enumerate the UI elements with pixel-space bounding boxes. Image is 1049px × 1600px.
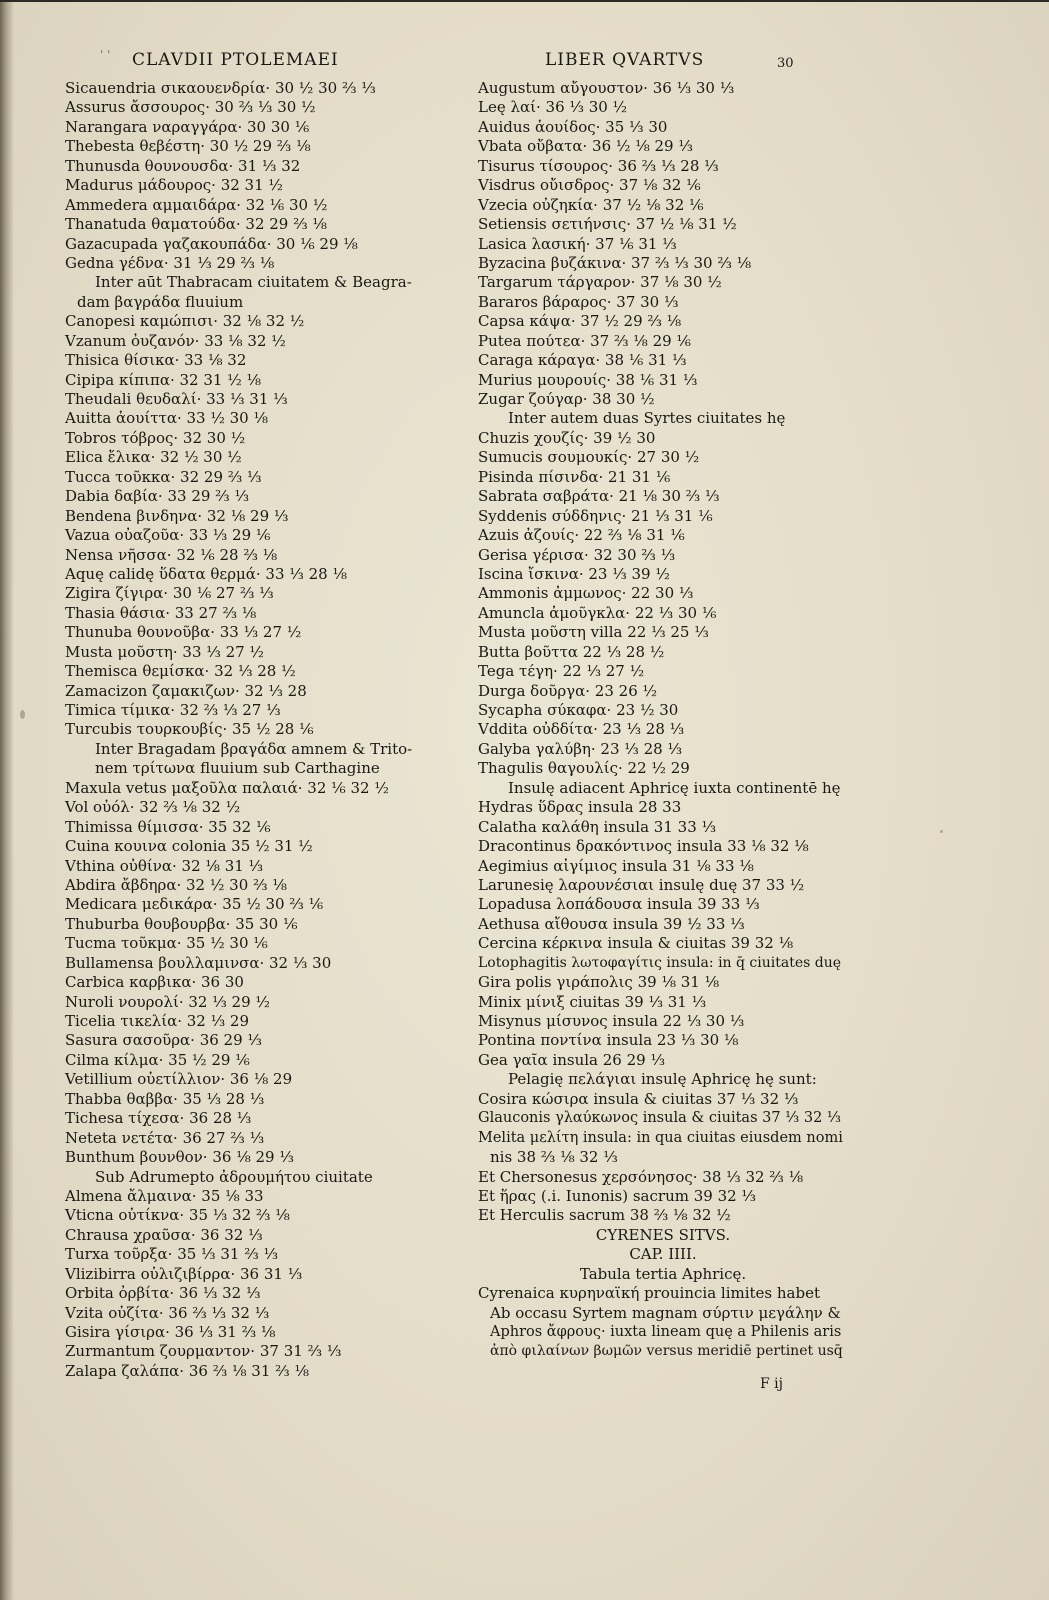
running-header: [0, 50, 1049, 76]
text-line: Thisica θίσικα· 33 ⅛ 32: [65, 351, 247, 370]
text-line: Amuncla ἀμοῦγκλα· 22 ⅓ 30 ⅙: [478, 603, 717, 622]
text-line: Leę λαί· 36 ⅓ 30 ½: [478, 98, 628, 117]
text-line: Lopadusa λοπάδουσα insula 39 33 ⅓: [478, 895, 760, 914]
text-line: Gedna γέδνα· 31 ⅓ 29 ⅔ ⅛: [65, 253, 275, 272]
text-line: Medicara μεδικάρα· 35 ½ 30 ⅔ ⅙: [65, 895, 324, 914]
text-line: Vol οὐόλ· 32 ⅔ ⅛ 32 ½: [65, 798, 241, 817]
text-line: Bararos βάραρος· 37 30 ⅓: [478, 292, 679, 311]
text-line: Aegimius αἰγίμιος insula 31 ⅛ 33 ⅛: [478, 856, 754, 875]
text-line: nis 38 ⅔ ⅛ 32 ⅓: [490, 1148, 618, 1167]
text-line: Insulę adiacent Aphricę iuxta continentē hę: [508, 778, 841, 797]
text-line: Aethusa αἴθουσα insula 39 ½ 33 ⅓: [478, 914, 745, 933]
text-line: Nuroli νουρολί· 32 ⅓ 29 ½: [65, 992, 270, 1011]
text-line: Vlizibirra οὐλιζιβίρρα· 36 31 ⅓: [65, 1264, 303, 1283]
text-line: Cercina κέρκινα insula & ciuitas 39 32 ⅛: [478, 934, 794, 953]
text-line: Azuis ἀζουίς· 22 ⅔ ⅛ 31 ⅙: [478, 526, 685, 545]
text-line: Gea γαῖα insula 26 29 ⅓: [478, 1050, 666, 1069]
text-line: Turxa τοῦρξα· 35 ⅓ 31 ⅔ ⅓: [65, 1245, 279, 1264]
text-line: Orbita ὀρβίτα· 36 ⅓ 32 ⅓: [65, 1284, 261, 1303]
text-line: Syddenis σύδδηνις· 21 ⅓ 31 ⅙: [478, 506, 713, 525]
text-line: Themisca θεμίσκα· 32 ⅓ 28 ½: [65, 662, 296, 681]
signature-mark: F ij: [760, 1376, 783, 1392]
text-line: Gazacupada γαζακουπάδα· 30 ⅙ 29 ⅛: [65, 234, 358, 253]
text-line: Ammonis ἀμμωνος· 22 30 ⅓: [478, 584, 694, 603]
text-line: Maxula vetus μαξοῦλα παλαιά· 32 ⅙ 32 ½: [65, 778, 389, 797]
text-line: Zamacizon ζαμακιζων· 32 ⅓ 28: [65, 681, 307, 700]
text-line: Sumucis σουμουκίς· 27 30 ½: [478, 448, 700, 467]
text-line: Ab occasu Syrtem magnam σύρτιν μεγάλην &: [490, 1303, 841, 1322]
text-line: Vazua οὐαζοῦα· 33 ⅓ 29 ⅙: [65, 526, 271, 545]
text-line: Musta μοῦστη· 33 ⅓ 27 ½: [65, 642, 264, 661]
text-line: Cosira κώσιρα insula & ciuitas 37 ⅓ 32 ⅓: [478, 1089, 799, 1108]
text-line: Sub Adrumepto ἀδρουμήτου ciuitate: [95, 1167, 373, 1186]
text-line: Zalapa ζαλάπα· 36 ⅔ ⅛ 31 ⅔ ⅛: [65, 1361, 310, 1380]
text-line: Tega τέγη· 22 ⅓ 27 ½: [478, 662, 645, 681]
text-line: Inter autem duas Syrtes ciuitates hę: [508, 409, 786, 428]
text-line: Minix μίνιξ ciuitas 39 ⅓ 31 ⅓: [478, 992, 707, 1011]
text-line: Tucca τοῦκκα· 32 29 ⅔ ⅓: [65, 467, 262, 486]
text-line: Gerisa γέρισα· 32 30 ⅔ ⅓: [478, 545, 676, 564]
text-line: Vzita οὐζίτα· 36 ⅔ ⅓ 32 ⅓: [65, 1303, 270, 1322]
text-line: Neteta νετέτα· 36 27 ⅔ ⅓: [65, 1128, 265, 1147]
left-column: [65, 79, 450, 1381]
text-line: Ticelia τικελία· 32 ⅓ 29: [65, 1012, 250, 1030]
text-line: Zugar ζούγαρ· 38 30 ½: [478, 390, 655, 408]
text-line: Zurmantum ζουρμαντον· 37 31 ⅔ ⅓: [65, 1342, 342, 1361]
text-line: Pelagię πελάγιαι insulę Aphricę hę sunt:: [508, 1070, 817, 1089]
text-line: Et Herculis sacrum 38 ⅔ ⅛ 32 ½: [478, 1206, 731, 1225]
text-line: Nensa νῆσσα· 32 ⅙ 28 ⅔ ⅛: [65, 545, 278, 564]
text-line: Augustum αὔγουστον· 36 ⅓ 30 ⅓: [478, 79, 735, 97]
text-line: Lotophagitis λωτοφαγίτις insula: in q̄ ciuitates duę: [478, 954, 842, 971]
text-line: Dracontinus δρακόντινος insula 33 ⅛ 32 ⅛: [478, 837, 809, 856]
text-line: Thebesta θεβέστη· 30 ½ 29 ⅔ ⅛: [65, 137, 311, 156]
text-line: Iscina ἴσκινα· 23 ⅓ 39 ½: [478, 564, 670, 583]
text-line: Thabba θαββα· 35 ⅓ 28 ⅓: [65, 1089, 265, 1108]
text-line: Thanatuda θαματούδα· 32 29 ⅔ ⅛: [65, 215, 327, 234]
text-line: nem τρίτωνα fluuium sub Carthagine: [95, 759, 380, 778]
text-line: Putea πούτεα· 37 ⅔ ⅛ 29 ⅙: [478, 331, 691, 350]
text-line: Pontina ποντίνα insula 23 ⅓ 30 ⅛: [478, 1031, 739, 1050]
text-line: Canopesi καμώπισι· 32 ⅛ 32 ½: [65, 312, 305, 331]
text-line: Capsa κάψα· 37 ½ 29 ⅔ ⅛: [478, 312, 682, 331]
text-line: Thagulis θαγουλίς· 22 ½ 29: [478, 759, 690, 778]
text-line: Bunthum βουνθον· 36 ⅛ 29 ⅓: [65, 1148, 294, 1167]
text-line: Sabrata σαβράτα· 21 ⅛ 30 ⅔ ⅓: [478, 487, 720, 506]
text-line: Theudali θευδαλί· 33 ⅓ 31 ⅓: [65, 390, 288, 408]
text-line: Thimissa θίμισσα· 35 32 ⅙: [65, 817, 271, 836]
text-line: Larunesię λαρουνέσιαι insulę duę 37 33 ½: [478, 875, 805, 894]
text-line: Thasia θάσια· 33 27 ⅔ ⅛: [65, 603, 257, 622]
text-line: Thunusda θουνουσδα· 31 ⅓ 32: [65, 156, 301, 175]
text-line: Cipipa κίπιπα· 32 31 ½ ⅛: [65, 370, 262, 389]
header-book: LIBER QVARTVS: [545, 50, 705, 70]
text-line: Auidus ἀουίδος· 35 ⅓ 30: [478, 117, 668, 136]
header-marks: ' ': [100, 48, 111, 62]
text-line: Gira polis γιράπολις 39 ⅛ 31 ⅛: [478, 973, 720, 992]
text-line: Inter Bragadam βραγάδα amnem & Trito-: [95, 739, 413, 758]
text-line: Setiensis σετιήνσις· 37 ½ ⅛ 31 ½: [478, 215, 737, 234]
text-line: Vticna οὐτίκνα· 35 ⅓ 32 ⅔ ⅛: [65, 1206, 290, 1225]
text-line: Glauconis γλαύκωνος insula & ciuitas 37 ⅓ 32 ⅓: [478, 1110, 841, 1127]
text-line: Aphros ἄφρους· iuxta lineam quę a Philenis aris: [490, 1324, 842, 1340]
text-line: Pisinda πίσινδα· 21 31 ⅙: [478, 467, 671, 486]
text-line: Ammedera αμμαιδάρα· 32 ⅙ 30 ½: [65, 195, 328, 214]
text-line: Musta μοῦστη villa 22 ⅓ 25 ⅓: [478, 623, 709, 642]
text-line: Hydras ὕδρας insula 28 33: [478, 798, 682, 817]
text-line: CAP. IIII.: [629, 1245, 697, 1264]
text-line: Almena ἄλμαινα· 35 ⅛ 33: [65, 1186, 264, 1205]
text-line: Melita μελίτη insula: in qua ciuitas eiusdem nomi: [478, 1129, 843, 1146]
text-line: Bendena βινδηνα· 32 ⅛ 29 ⅓: [65, 506, 289, 525]
text-line: Lasica λασική· 37 ⅙ 31 ⅓: [478, 234, 677, 253]
ink-spot: [940, 830, 943, 833]
page-number: 30: [777, 56, 794, 71]
text-line: Chuzis χουζίς· 39 ½ 30: [478, 428, 656, 447]
text-line: Assurus ἄσσουρος· 30 ⅔ ⅓ 30 ½: [65, 98, 316, 117]
text-line: Tobros τόβρος· 32 30 ½: [65, 428, 246, 447]
text-line: Durga δοῦργα· 23 26 ½: [478, 681, 658, 700]
text-line: Zigira ζίγιρα· 30 ⅙ 27 ⅔ ⅓: [65, 584, 274, 603]
text-line: Abdira ἄβδηρα· 32 ½ 30 ⅔ ⅛: [65, 875, 287, 894]
text-line: Tucma τοῦκμα· 35 ½ 30 ⅙: [65, 934, 268, 953]
text-line: ἀπὸ φιλαίνων βωμῶν versus meridiē pertinet usq̄: [490, 1343, 843, 1360]
text-line: Vzanum ὀυζανόν· 33 ⅛ 32 ½: [65, 331, 286, 350]
ink-spot: [20, 710, 25, 719]
text-line: Auitta ἀουίττα· 33 ½ 30 ⅛: [65, 409, 269, 428]
text-line: Caraga κάραγα· 38 ⅙ 31 ⅓: [478, 351, 687, 370]
text-line: Cilma κίλμα· 35 ½ 29 ⅙: [65, 1050, 250, 1069]
text-line: Madurus μάδουρος· 32 31 ½: [65, 176, 283, 195]
text-line: dam βαγράδα fluuium: [77, 292, 244, 311]
text-line: Sasura σασοῦρα· 36 29 ⅓: [65, 1031, 262, 1050]
text-line: Sicauendria σικαουενδρία· 30 ½ 30 ⅔ ⅓: [65, 79, 376, 97]
text-line: Thuburba θουβουρβα· 35 30 ⅙: [65, 914, 298, 933]
header-author: CLAVDII PTOLEMAEI: [132, 50, 339, 70]
text-line: Tabula tertia Aphricę.: [579, 1264, 747, 1283]
text-line: Vthina οὐθίνα· 32 ⅛ 31 ⅓: [65, 856, 264, 875]
right-column: [478, 79, 848, 1362]
text-line: Tisurus τίσουρος· 36 ⅔ ⅓ 28 ⅓: [478, 156, 719, 175]
text-line: Chrausa χραῦσα· 36 32 ⅓: [65, 1225, 263, 1244]
text-line: Aquę calidę ὕδατα θερμά· 33 ⅓ 28 ⅛: [65, 564, 347, 583]
text-line: Butta βοῦττα 22 ⅓ 28 ½: [478, 642, 665, 661]
text-line: Timica τίμικα· 32 ⅔ ⅓ 27 ⅓: [65, 701, 281, 719]
text-line: Bullamensa βουλλαμινσα· 32 ⅓ 30: [65, 953, 332, 972]
text-line: Inter aūt Thabracam ciuitatem & Beagra-: [95, 273, 412, 292]
text-line: Thunuba θουνοῦβα· 33 ⅓ 27 ½: [65, 623, 302, 642]
text-line: Gisira γίσιρα· 36 ⅓ 31 ⅔ ⅛: [65, 1323, 276, 1341]
text-line: CYRENES SITVS.: [595, 1225, 731, 1244]
text-line: Vbata οὔβατα· 36 ½ ⅛ 29 ⅓: [478, 137, 693, 156]
text-line: Byzacina βυζάκινα· 37 ⅔ ⅓ 30 ⅔ ⅛: [478, 253, 752, 272]
text-line: Carbica καρβικα· 36 30: [65, 973, 244, 992]
text-line: Misynus μίσυνος insula 22 ⅓ 30 ⅓: [478, 1012, 745, 1030]
text-line: Cyrenaica κυρηναϊκή prouincia limites habet: [478, 1284, 820, 1303]
text-line: Visdrus οὔισδρος· 37 ⅛ 32 ⅙: [478, 176, 701, 195]
page-edge: [0, 0, 1049, 2]
text-line: Galyba γαλύβη· 23 ⅓ 28 ⅓: [478, 739, 682, 758]
binding-shadow: [0, 0, 14, 1600]
text-line: Narangara ναραγγάρα· 30 30 ⅙: [65, 117, 310, 136]
text-line: Murius μουρουίς· 38 ⅙ 31 ⅓: [478, 370, 698, 389]
text-line: Turcubis τουρκουβίς· 35 ½ 28 ⅙: [65, 720, 314, 739]
text-line: Dabia δαβία· 33 29 ⅔ ⅓: [65, 487, 250, 506]
text-line: Calatha καλάθη insula 31 33 ⅓: [478, 817, 717, 836]
text-line: Et Chersonesus χερσόνησος· 38 ⅓ 32 ⅔ ⅛: [478, 1167, 804, 1186]
text-line: Sycapha σύκαφα· 23 ½ 30: [478, 701, 679, 719]
text-line: Targarum τάργαρον· 37 ⅛ 30 ½: [478, 273, 722, 292]
text-line: Tichesa τίχεσα· 36 28 ⅓: [65, 1109, 252, 1128]
text-line: Vzecia οὐζηκία· 37 ½ ⅛ 32 ⅙: [478, 195, 704, 214]
text-line: Et ἥρας (.i. Iunonis) sacrum 39 32 ⅓: [478, 1186, 756, 1205]
text-line: Cuina κουινα colonia 35 ½ 31 ½: [65, 837, 313, 856]
text-line: Vetillium οὐετίλλιον· 36 ⅛ 29: [65, 1070, 293, 1089]
text-line: Vddita οὐδδίτα· 23 ⅓ 28 ⅓: [478, 720, 685, 739]
text-line: Elica ἔλικα· 32 ½ 30 ½: [65, 448, 242, 467]
